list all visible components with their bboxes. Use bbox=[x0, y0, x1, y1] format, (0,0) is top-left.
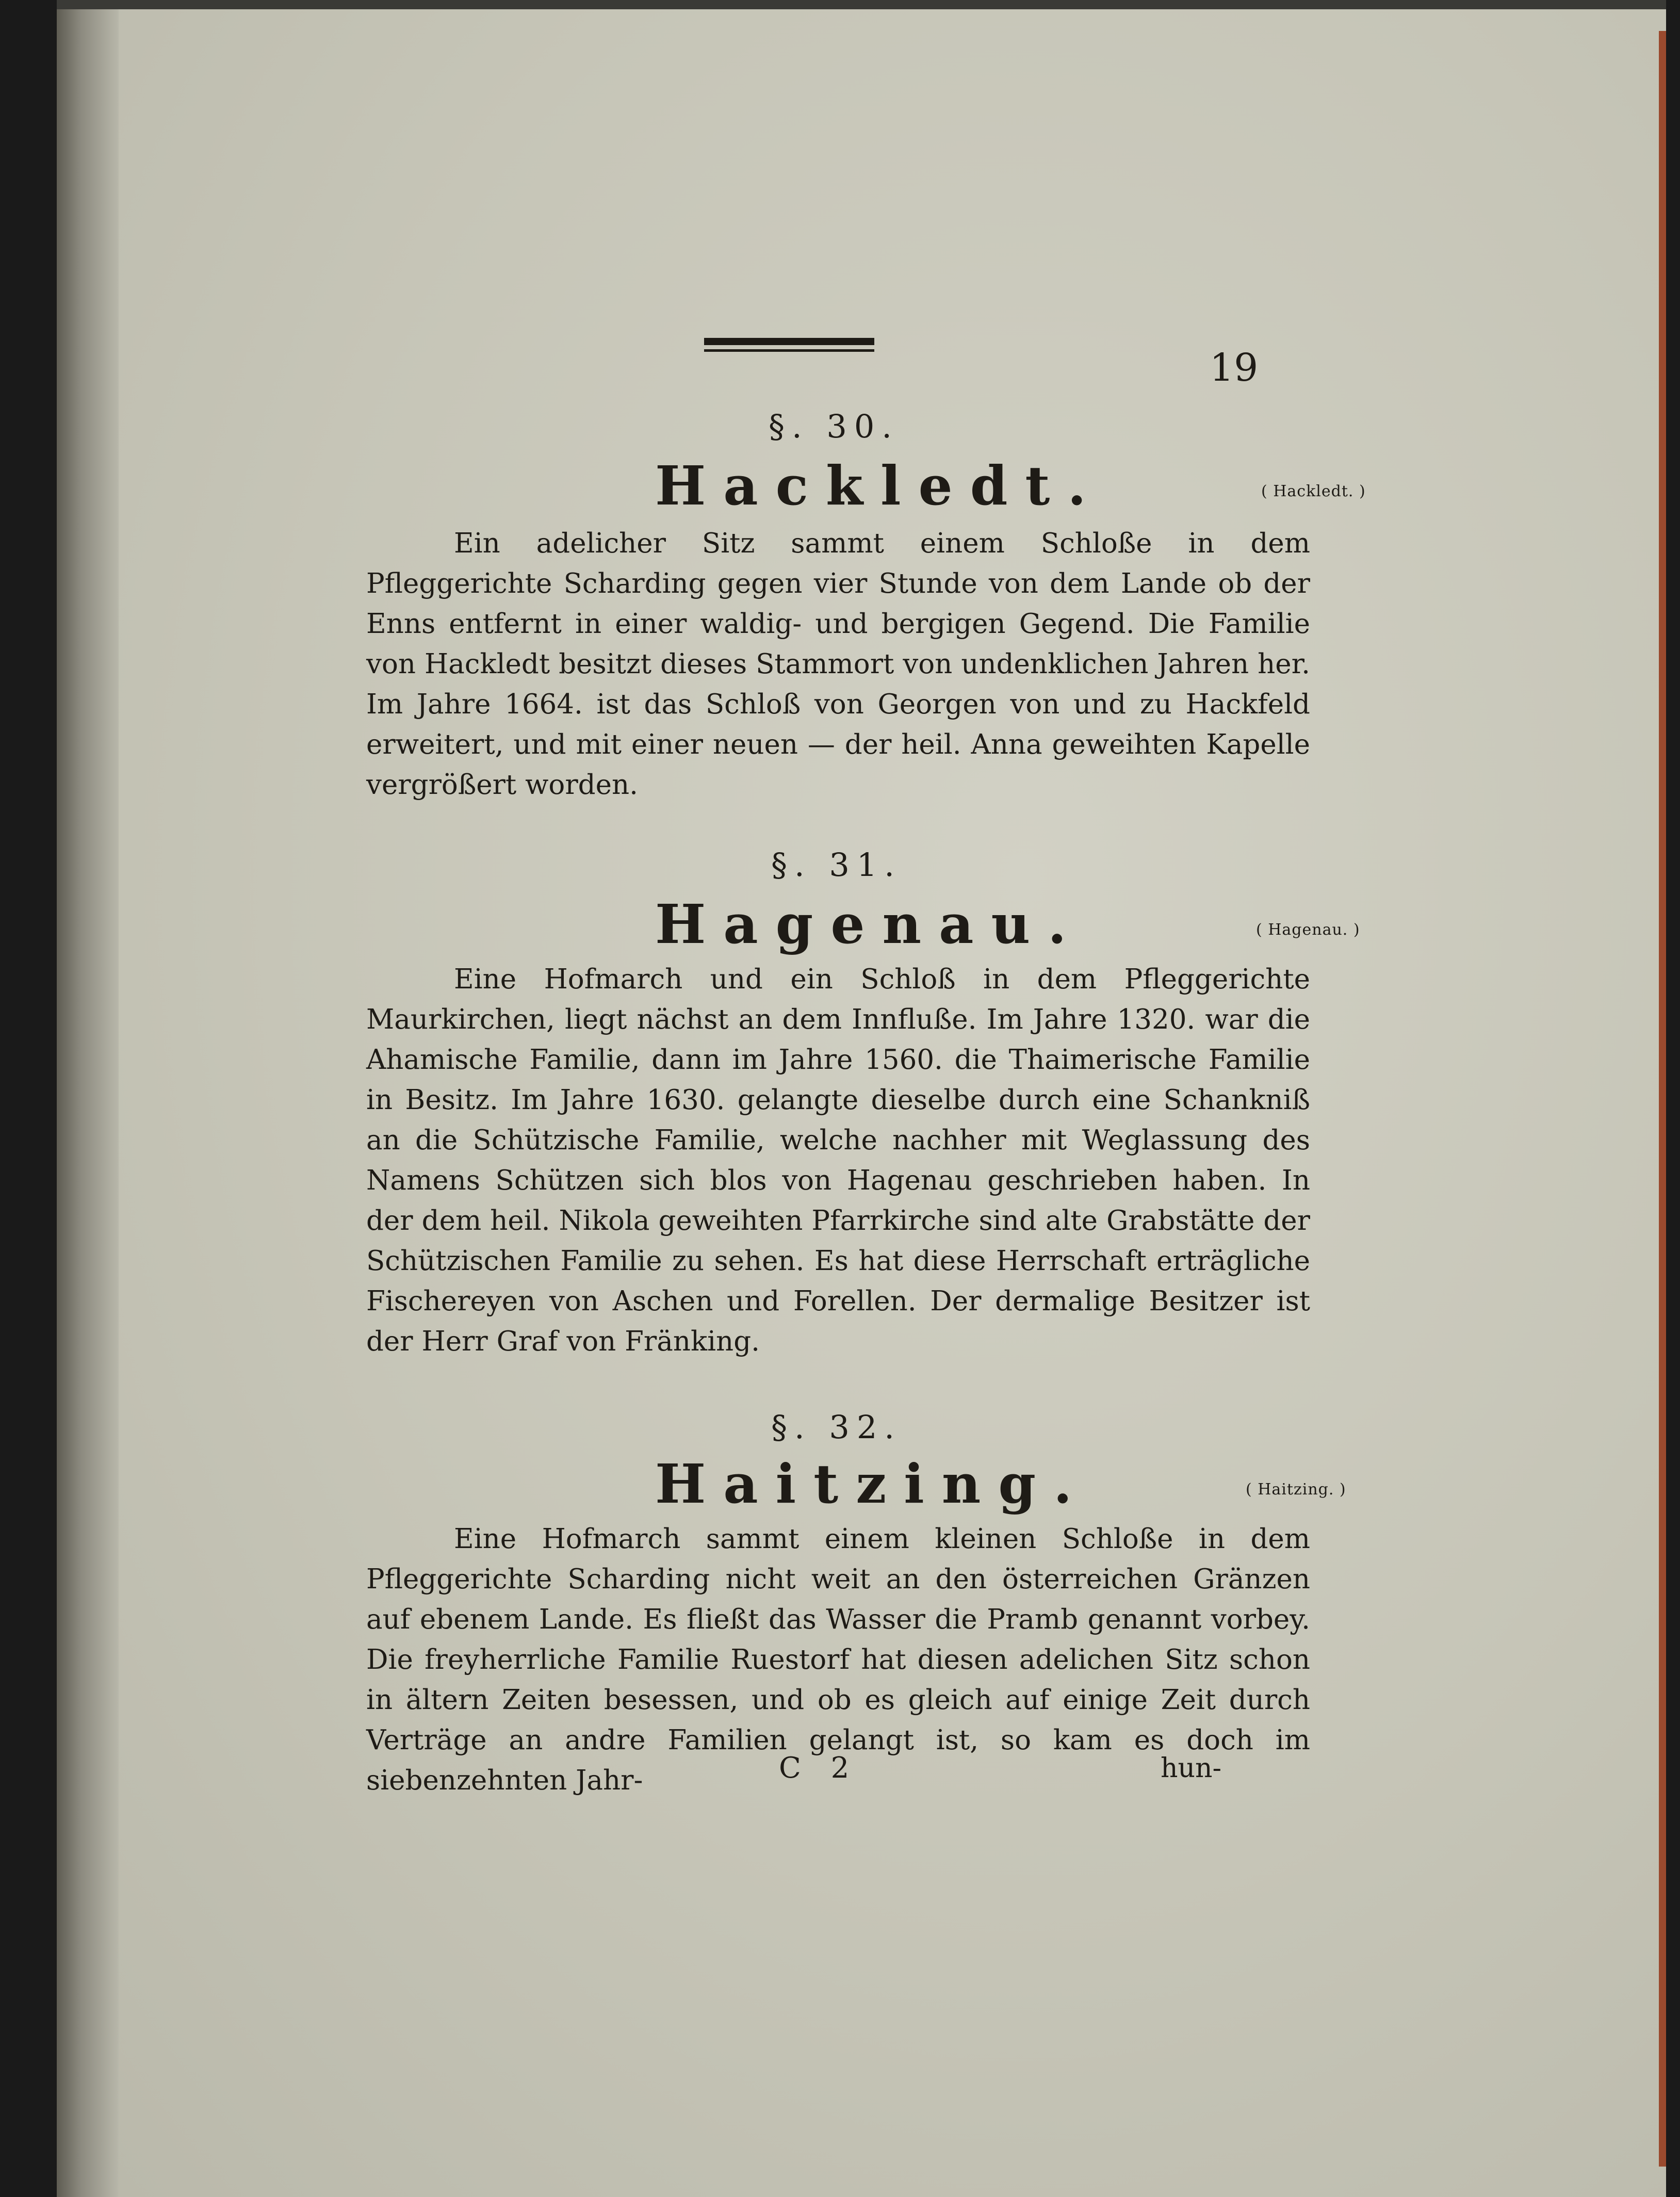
page-content bbox=[57, 0, 1666, 2197]
ornament-thick-line bbox=[704, 338, 874, 345]
marginal-note-hackledt: ( Hackledt. ) bbox=[1261, 482, 1366, 500]
section-number-30: §. 30. bbox=[769, 408, 900, 445]
section-heading-hagenau: Hagenau. bbox=[655, 892, 1084, 956]
marginal-note-haitzing: ( Haitzing. ) bbox=[1246, 1480, 1346, 1499]
header-ornament-rule bbox=[704, 338, 874, 353]
section-text-haitzing: Eine Hofmarch sammt einem kleinen Schloße in dem Pfleggerichte Scharding nicht weit an den österreichen Gränzen auf ebenem Lande. Es fließt das Wasser die Pramb genannt vorbey. Die freyherrliche Familie Ruestorf hat diesen adelichen Sitz schon in ältern Zeiten besessen, und ob es gleich auf einige Zeit durch Verträge an andre Familien gelangt ist, so kam es doch im siebenzehnten Jahr- bbox=[366, 1523, 1310, 1796]
section-text-hackledt: Ein adelicher Sitz sammt einem Schloße in dem Pfleggerichte Scharding gegen vier Stunde von dem Lande ob der Enns entfernt in einer waldig- und bergigen Gegend. Die Familie von Hackledt besitzt dieses Stammort von undenklichen Jahren her. Im Jahre 1664. ist das Schloß von Georgen von und zu Hackfeld erweitert, und mit einer neuen — der heil. Anna geweihten Kapelle vergrößert worden. bbox=[366, 528, 1310, 801]
book-page bbox=[57, 0, 1666, 2197]
catchword: hun- bbox=[1161, 1753, 1222, 1784]
section-heading-hackledt: Hackledt. bbox=[655, 454, 1104, 517]
section-text-hagenau: Eine Hofmarch und ein Schloß in dem Pfleggerichte Maurkirchen, liegt nächst an dem Innfluße. Im Jahre 1320. war die Ahamische Familie, dann im Jahre 1560. die Thaimerische Familie in Besitz. Im Jahre 1630. gelangte dieselbe durch eine Schankniß an die Schützische Familie, welche nachher mit Weglassung des Namens Schützen sich blos von Hagenau geschrieben haben. In der dem heil. Nikola geweihten Pfarrkirche sind alte Grabstätte der Schützischen Familie zu sehen. Es hat diese Herrschaft erträgliche Fischereyen von Aschen und Forellen. Der dermalige Besitzer ist der Herr Graf von Fränking. bbox=[366, 964, 1310, 1357]
marginal-note-hagenau: ( Hagenau. ) bbox=[1256, 921, 1360, 939]
signature-mark: C 2 bbox=[779, 1751, 860, 1785]
section-heading-haitzing: Haitzing. bbox=[655, 1452, 1090, 1516]
section-number-32: §. 32. bbox=[771, 1408, 902, 1446]
section-number-31: §. 31. bbox=[771, 846, 902, 884]
ornament-thin-line bbox=[704, 349, 874, 352]
page-number: 19 bbox=[1210, 346, 1259, 390]
